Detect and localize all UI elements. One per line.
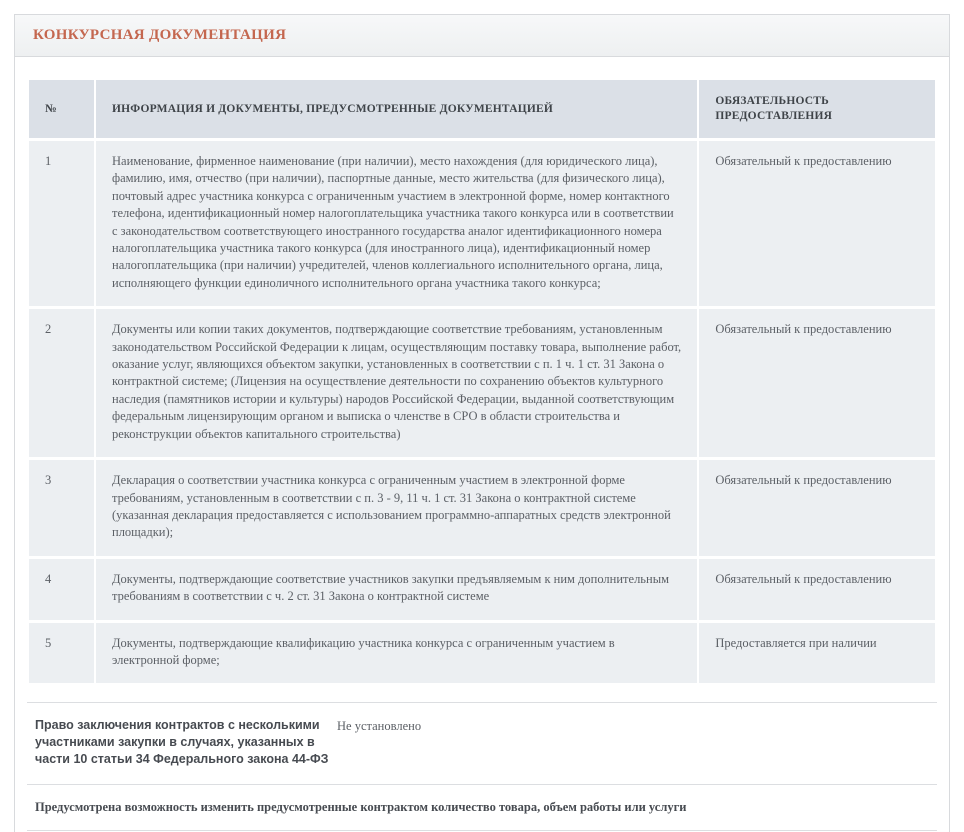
- panel-header: [15, 15, 949, 57]
- multi-contract-value: Не установлено: [337, 719, 422, 734]
- page-title: КОНКУРСНАЯ ДОКУМЕНТАЦИЯ: [33, 27, 287, 43]
- row-obligation: Обязательный к предоставлению: [699, 559, 935, 620]
- row-obligation: Обязательный к предоставлению: [699, 309, 935, 457]
- row-number: 3: [29, 460, 94, 556]
- table-row: [29, 460, 935, 556]
- row-information: Документы, подтверждающие квалификацию участника конкурса с ограниченным участием в электронной форме;: [96, 623, 697, 684]
- row-obligation: Обязательный к предоставлению: [699, 141, 935, 306]
- row-number: 2: [29, 309, 94, 457]
- table-row: [29, 309, 935, 457]
- row-information: Документы или копии таких документов, подтверждающие соответствие требованиям, установленным законодательством Российской Федерации к лицам, осуществляющим поставку товара, выполнение работ, оказание услуг, являющихся объектом закупки, установленных в соответствии с п. 1 ч. 1 ст. 31 Закона о контрактной системе; (Лицензия на осуществление деятельности по сохранению объектов культурного наследия (памятников истории и культуры) народов Российской Федерации, выданной соответствующим федеральным лицензирующим органом и выписка о членстве в СРО в области строительства и реконструкции объектов капитального строительства): [96, 309, 697, 457]
- competition-documentation-panel: [14, 14, 950, 832]
- row-number: 5: [29, 623, 94, 684]
- row-information: Документы, подтверждающие соответствие участников закупки предъявляемым к ним дополнительным требованиям в соответствии с ч. 2 ст. 31 Закона о контрактной системе: [96, 559, 697, 620]
- row-obligation: Предоставляется при наличии: [699, 623, 935, 684]
- column-header-obligation: ОБЯЗАТЕЛЬНОСТЬ ПРЕДОСТАВЛЕНИЯ: [699, 80, 935, 138]
- table-row: [29, 559, 935, 620]
- table-body: [29, 141, 935, 683]
- table-header: [29, 80, 935, 138]
- row-number: 1: [29, 141, 94, 306]
- row-information: Наименование, фирменное наименование (при наличии), место нахождения (для юридического лица), фамилию, имя, отчество (при наличии), паспортные данные, место жительства (для физического лица), почтовый адрес участника конкурса с ограниченным участием в электронной форме, номер контактного телефона, идентификационный номер налогоплательщика участника такого конкурса или в соответствии с законодательством соответствующего иностранного государства аналог идентификационного номера налогоплательщика участника такого конкурса (для иностранного лица), идентификационный номер налогоплательщика (при наличии) учредителей, членов коллегиального исполнительного органа, лица, исполняющего функции единоличного исполнительного органа участника такого конкурса;: [96, 141, 697, 306]
- row-number: 4: [29, 559, 94, 620]
- quantity-change-text: Предусмотрена возможность изменить предусмотренные контрактом количество товара, объем работы или услуги: [27, 784, 937, 830]
- table-header-row: [29, 80, 935, 138]
- panel-body: [15, 57, 949, 702]
- row-information: Декларация о соответствии участника конкурса с ограниченным участием в электронной форме требованиям, установленным в соответствии с п. 3 - 9, 11 ч. 1 ст. 31 Закона о контрактной системе (указанная декларация предоставляется с использованием программно-аппаратных средств электронной площадки);: [96, 460, 697, 556]
- table-row: [29, 623, 935, 684]
- column-header-number: №: [29, 80, 94, 138]
- row-obligation: Обязательный к предоставлению: [699, 460, 935, 556]
- table-row: [29, 141, 935, 306]
- column-header-information: ИНФОРМАЦИЯ И ДОКУМЕНТЫ, ПРЕДУСМОТРЕННЫЕ ДОКУМЕНТАЦИЕЙ: [96, 80, 697, 138]
- documents-table: [27, 77, 937, 686]
- multi-contract-label: Право заключения контрактов с несколькими участниками закупки в случаях, указанных в части 10 статьи 34 Федерального закона 44-ФЗ: [35, 718, 329, 767]
- multi-contract-row: [27, 702, 937, 784]
